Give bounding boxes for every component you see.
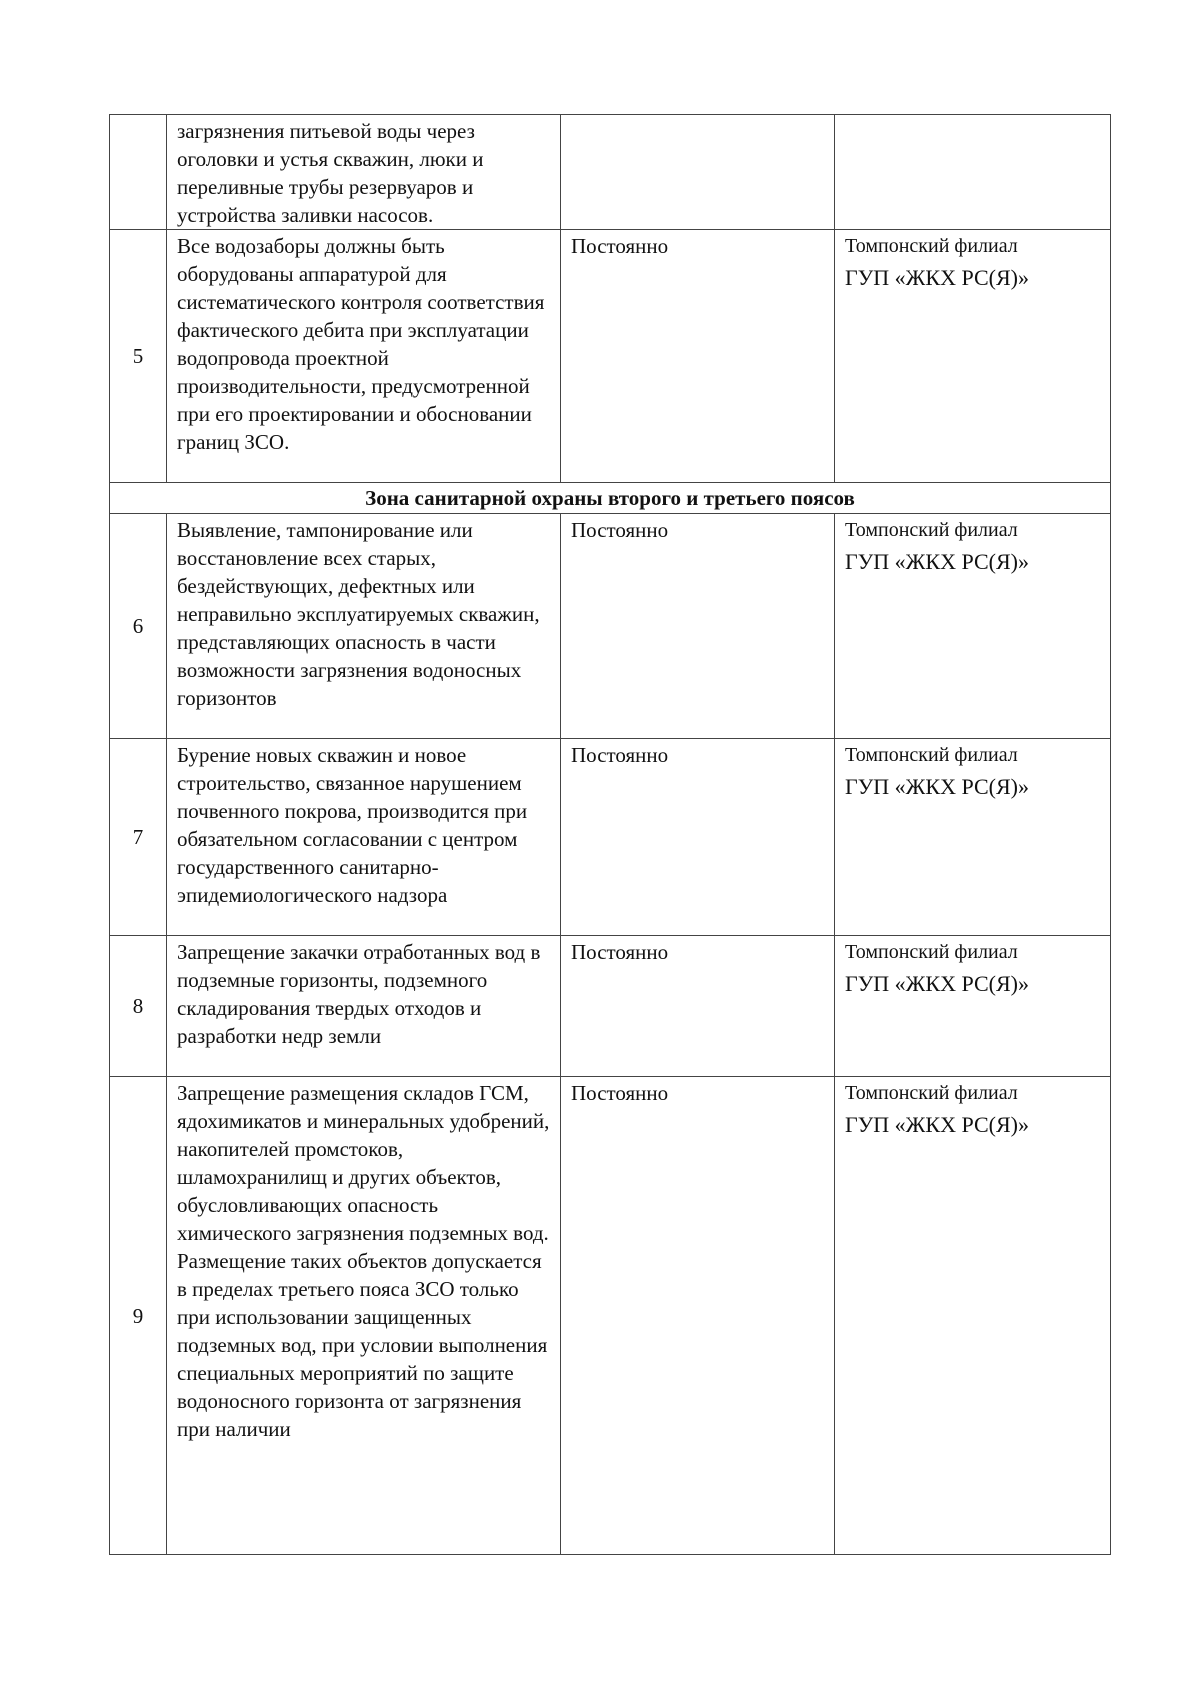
- period-cell: Постоянно: [561, 230, 835, 483]
- row-number: [110, 115, 167, 230]
- responsible-cell: [835, 115, 1111, 230]
- table-row: [110, 514, 1111, 739]
- table-row: [110, 1077, 1111, 1555]
- table-row: [110, 230, 1111, 483]
- period-cell: Постоянно: [561, 739, 835, 936]
- table-row: [110, 115, 1111, 230]
- measure-text: Выявление, тампонирование или восстановление всех старых, бездействующих, дефектных или неправильно эксплуатируемых скважин, представляющих опасность в части возможности загрязнения водоносных горизонтов: [167, 514, 561, 739]
- section-title: Зона санитарной охраны второго и третьего поясов: [110, 483, 1111, 514]
- measure-text: Запрещение размещения складов ГСМ, ядохимикатов и минеральных удобрений, накопителей промстоков, шламохранилищ и других объектов, обусловливающих опасность химического загрязнения подземных вод. Размещение таких объектов допускается в пределах третьего пояса ЗСО только при использовании защищенных подземных вод, при условии выполнения специальных мероприятий по защите водоносного горизонта от загрязнения при наличии: [167, 1077, 561, 1555]
- table-row: [110, 739, 1111, 936]
- row-number: 5: [110, 230, 167, 483]
- responsible-cell: Томпонский филиал ГУП «ЖКХ РС(Я)»: [835, 514, 1111, 739]
- period-cell: Постоянно: [561, 1077, 835, 1555]
- responsible-cell: Томпонский филиал ГУП «ЖКХ РС(Я)»: [835, 739, 1111, 936]
- responsible-cell: Томпонский филиал ГУП «ЖКХ РС(Я)»: [835, 1077, 1111, 1555]
- period-cell: [561, 115, 835, 230]
- measures-table: [109, 114, 1111, 1555]
- measure-text: Бурение новых скважин и новое строительство, связанное нарушением почвенного покрова, производится при обязательном согласовании с центром государственного санитарно-эпидемиологического надзора: [167, 739, 561, 936]
- responsible-cell: Томпонский филиал ГУП «ЖКХ РС(Я)»: [835, 936, 1111, 1077]
- period-cell: Постоянно: [561, 936, 835, 1077]
- measure-text: загрязнения питьевой воды через оголовки и устья скважин, люки и переливные трубы резервуаров и устройства заливки насосов.: [167, 115, 561, 230]
- period-cell: Постоянно: [561, 514, 835, 739]
- row-number: 8: [110, 936, 167, 1077]
- measure-text: Все водозаборы должны быть оборудованы аппаратурой для систематического контроля соответствия фактического дебита при эксплуатации водопровода проектной производительности, предусмотренной при его проектировании и обосновании границ ЗСО.: [167, 230, 561, 483]
- row-number: 7: [110, 739, 167, 936]
- row-number: 6: [110, 514, 167, 739]
- row-number: 9: [110, 1077, 167, 1555]
- measure-text: Запрещение закачки отработанных вод в подземные горизонты, подземного складирования твердых отходов и разработки недр земли: [167, 936, 561, 1077]
- section-row: [110, 483, 1111, 514]
- table-row: [110, 936, 1111, 1077]
- responsible-cell: Томпонский филиал ГУП «ЖКХ РС(Я)»: [835, 230, 1111, 483]
